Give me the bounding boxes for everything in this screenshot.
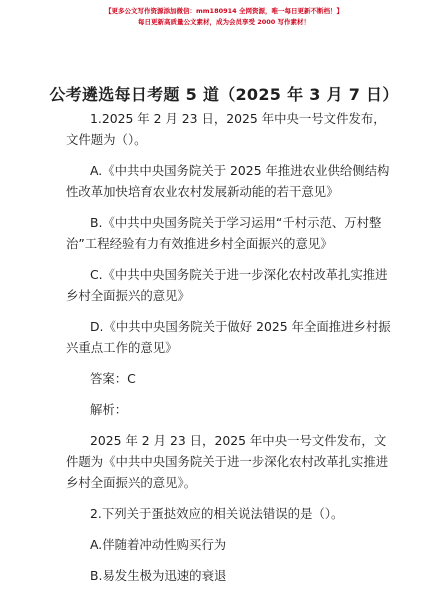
- analysis-text: 2025 年 2 月 23 日，2025 年中央一号文件发布，文件题为《中共中央国务院关于进一步深化农村改革扎实推进乡村全面振兴的意见》。: [66, 433, 389, 490]
- question-2: 2.下列关于蛋挞效应的相关说法错误的是（）。: [90, 506, 344, 521]
- analysis-label: 解析：: [90, 402, 128, 417]
- banner-line-2: 每日更新高质量公文素材，成为会员享受 2000 写作素材！: [137, 18, 311, 26]
- question-2-option-a: A.伴随着冲动性购买行为: [90, 537, 227, 552]
- question-2-option-b: B.易发生极为迅速的衰退: [90, 568, 227, 583]
- question-1-option-d: D.《中共中央国务院关于做好 2025 年全面推进乡村振兴重点工作的意见》: [66, 319, 391, 355]
- question-1-option-a: A.《中共中央国务院关于 2025 年推进农业供给侧结构性改革加快培育农业农村发展新动能的若干意见》: [66, 163, 390, 199]
- promo-banner: [0, 6, 448, 28]
- question-1-option-b: B.《中共中央国务院关于学习运用“千村示范、万村整治”工程经验有力有效推进乡村全面振兴的意见》: [66, 215, 382, 251]
- document-body: [66, 108, 396, 596]
- question-1: 1.2025 年 2 月 23 日，2025 年中央一号文件发布，文件题为（）。: [66, 111, 386, 147]
- banner-line-1: 【更多公文写作资源添加微信：mm180914 全网资源，唯一每日更新不断档！】: [105, 7, 343, 15]
- question-1-option-c: C.《中共中央国务院关于进一步深化农村改革扎实推进乡村全面振兴的意见》: [66, 267, 388, 303]
- page-title: 公考遴选每日考题 5 道（2025 年 3 月 7 日）: [49, 85, 399, 104]
- answer-line: 答案：C: [90, 371, 136, 386]
